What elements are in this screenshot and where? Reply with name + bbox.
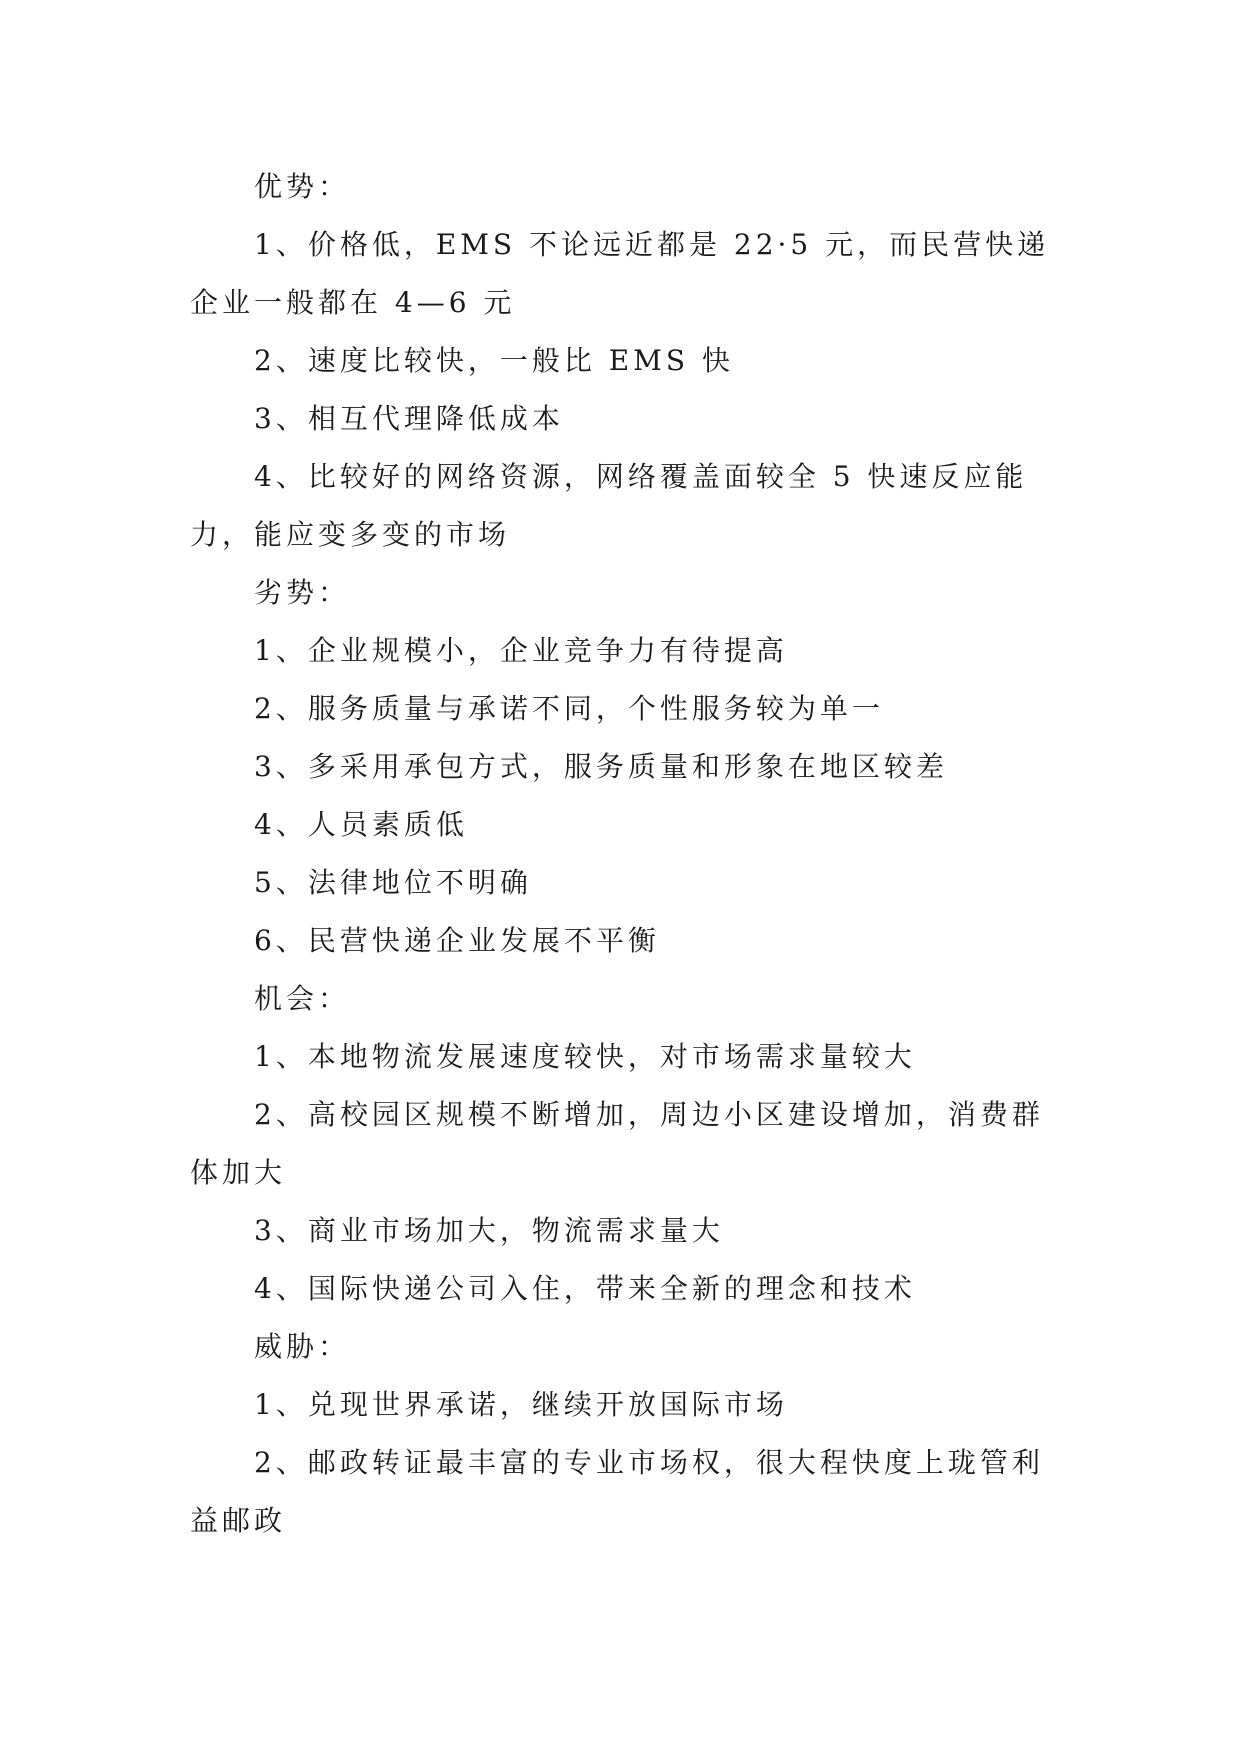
threat-item-2: 2、邮政转证最丰富的专业市场权，很大程快度上珑管利益邮政 (190, 1446, 1044, 1537)
section-heading-threats: 威胁： (254, 1330, 351, 1363)
strength-item-4: 4、比较好的网络资源，网络覆盖面较全 5 快速反应能力，能应变多变的市场 (190, 460, 1028, 551)
section-heading-opportunities: 机会： (254, 982, 351, 1015)
opportunity-item-3: 3、商业市场加大，物流需求量大 (254, 1214, 724, 1247)
strength-item-2: 2、速度比较快，一般比 EMS 快 (254, 344, 734, 377)
weakness-item-5: 5、法律地位不明确 (254, 866, 532, 899)
strength-item-3: 3、相互代理降低成本 (254, 402, 564, 435)
section-heading-strengths: 优势： (254, 170, 351, 203)
weakness-item-2: 2、服务质量与承诺不同，个性服务较为单一 (254, 692, 884, 725)
weakness-item-3: 3、多采用承包方式，服务质量和形象在地区较差 (254, 750, 948, 783)
weakness-item-1: 1、企业规模小，企业竞争力有待提高 (254, 634, 788, 667)
document-page (190, 158, 1053, 1550)
opportunity-item-4: 4、国际快递公司入住，带来全新的理念和技术 (254, 1272, 916, 1305)
weakness-item-4: 4、人员素质低 (254, 808, 468, 841)
strength-item-1: 1、价格低，EMS 不论远近都是 22·5 元，而民营快递企业一般都在 4—6 元 (190, 228, 1050, 319)
opportunity-item-2: 2、高校园区规模不断增加，周边小区建设增加，消费群体加大 (190, 1098, 1044, 1189)
threat-item-1: 1、兑现世界承诺，继续开放国际市场 (254, 1388, 788, 1421)
section-heading-weaknesses: 劣势： (254, 576, 351, 609)
weakness-item-6: 6、民营快递企业发展不平衡 (254, 924, 660, 957)
opportunity-item-1: 1、本地物流发展速度较快，对市场需求量较大 (254, 1040, 916, 1073)
